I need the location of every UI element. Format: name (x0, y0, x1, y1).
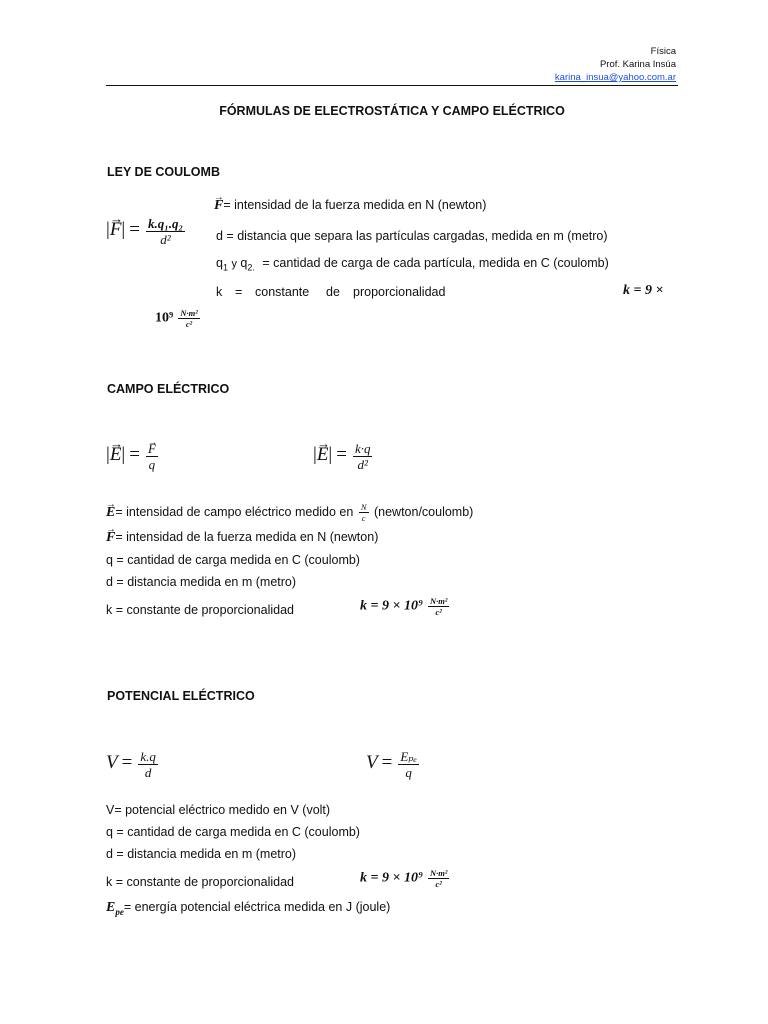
header-divider (106, 85, 678, 86)
section-heading-coulomb: LEY DE COULOMB (107, 165, 220, 179)
coulomb-k-eq: = (235, 285, 243, 299)
campo-k-definition: k = constante de proporcionalidad (106, 603, 294, 617)
coulomb-formula-num: k.q₁.q₂ (147, 216, 184, 231)
campo-k-value: k = 9 × 10⁹ $\frac{\text{N·m²}}{\text{c²}}$ (360, 596, 448, 617)
email-text[interactable]: karina_insua@yahoo.com.ar (554, 72, 676, 83)
campo-q-definition: q = cantidad de carga medida en C (coulomb) (106, 553, 360, 567)
potencial-V-definition: V= potencial eléctrico medido en V (volt) (106, 803, 331, 817)
potencial-k-definition: k = constante de proporcionalidad (106, 875, 294, 889)
potencial-formula-2: V = $\frac{\text{Eₚₑ}}{q}$ (366, 749, 417, 780)
potencial-d-definition: d = distancia medida en m (metro) (106, 847, 297, 861)
coulomb-k-word1: constante (255, 285, 310, 299)
campo-F-definition: → F= intensidad de la fuerza medida en N (newton) (106, 530, 378, 546)
coulomb-formula: |→ F| = $\frac{\text{k.q₁.q₂}}{\text{d²}}$ (106, 216, 187, 247)
coulomb-k-word3: proporcionalidad (353, 285, 446, 299)
coulomb-F-definition: → F= intensidad de la fuerza medida en N (newton) (214, 198, 486, 214)
campo-E-definition: → E= intensidad de campo eléctrico medido en $\frac{N}{c}$ (newton/coulomb) (106, 502, 473, 523)
campo-formula-1: |→ E| = → $\frac{F}{q}$ (106, 441, 160, 472)
header-teacher: Prof. Karina Insúa (599, 59, 676, 70)
potencial-q-definition: q = cantidad de carga medida en C (coulomb) (106, 825, 360, 839)
header-subject: Física (650, 46, 676, 57)
coulomb-q-definition: $q_1$ y $q_{2.}$ = cantidad de carga de cada partícula, medida en C (coulomb) (216, 256, 609, 273)
coulomb-k-value-b: 10⁹ $\frac{\text{N·m²}}{\text{c²}}$ (155, 308, 198, 329)
coulomb-formula-den: d² (160, 232, 171, 247)
campo-d-definition: d = distancia medida en m (metro) (106, 575, 297, 589)
coulomb-k-value-a: k = 9 × (623, 283, 664, 298)
header-email-link[interactable] (555, 71, 676, 84)
coulomb-k-label: k (216, 285, 223, 299)
coulomb-d-definition: d = distancia que separa las partículas cargadas, medida en m (metro) (216, 229, 608, 243)
potencial-k-value: k = 9 × 10⁹ $\frac{\text{N·m²}}{\text{c²}}$ (360, 868, 448, 889)
section-heading-campo: CAMPO ELÉCTRICO (107, 382, 230, 396)
coulomb-k-word2: de (326, 285, 340, 299)
page-title: FÓRMULAS DE ELECTROSTÁTICA Y CAMPO ELÉCTRICO (219, 104, 565, 118)
potencial-formula-1: V = $\frac{k.q}{d}$ (106, 749, 156, 780)
section-heading-potencial: POTENCIAL ELÉCTRICO (107, 689, 255, 703)
potencial-Epe-definition: $E_{pe}=$ energía potencial eléctrica medida en J (joule) (106, 900, 391, 917)
campo-formula-2: |→ E| = $\frac{k\cdot q}{\text{d²}}$ (313, 441, 374, 472)
